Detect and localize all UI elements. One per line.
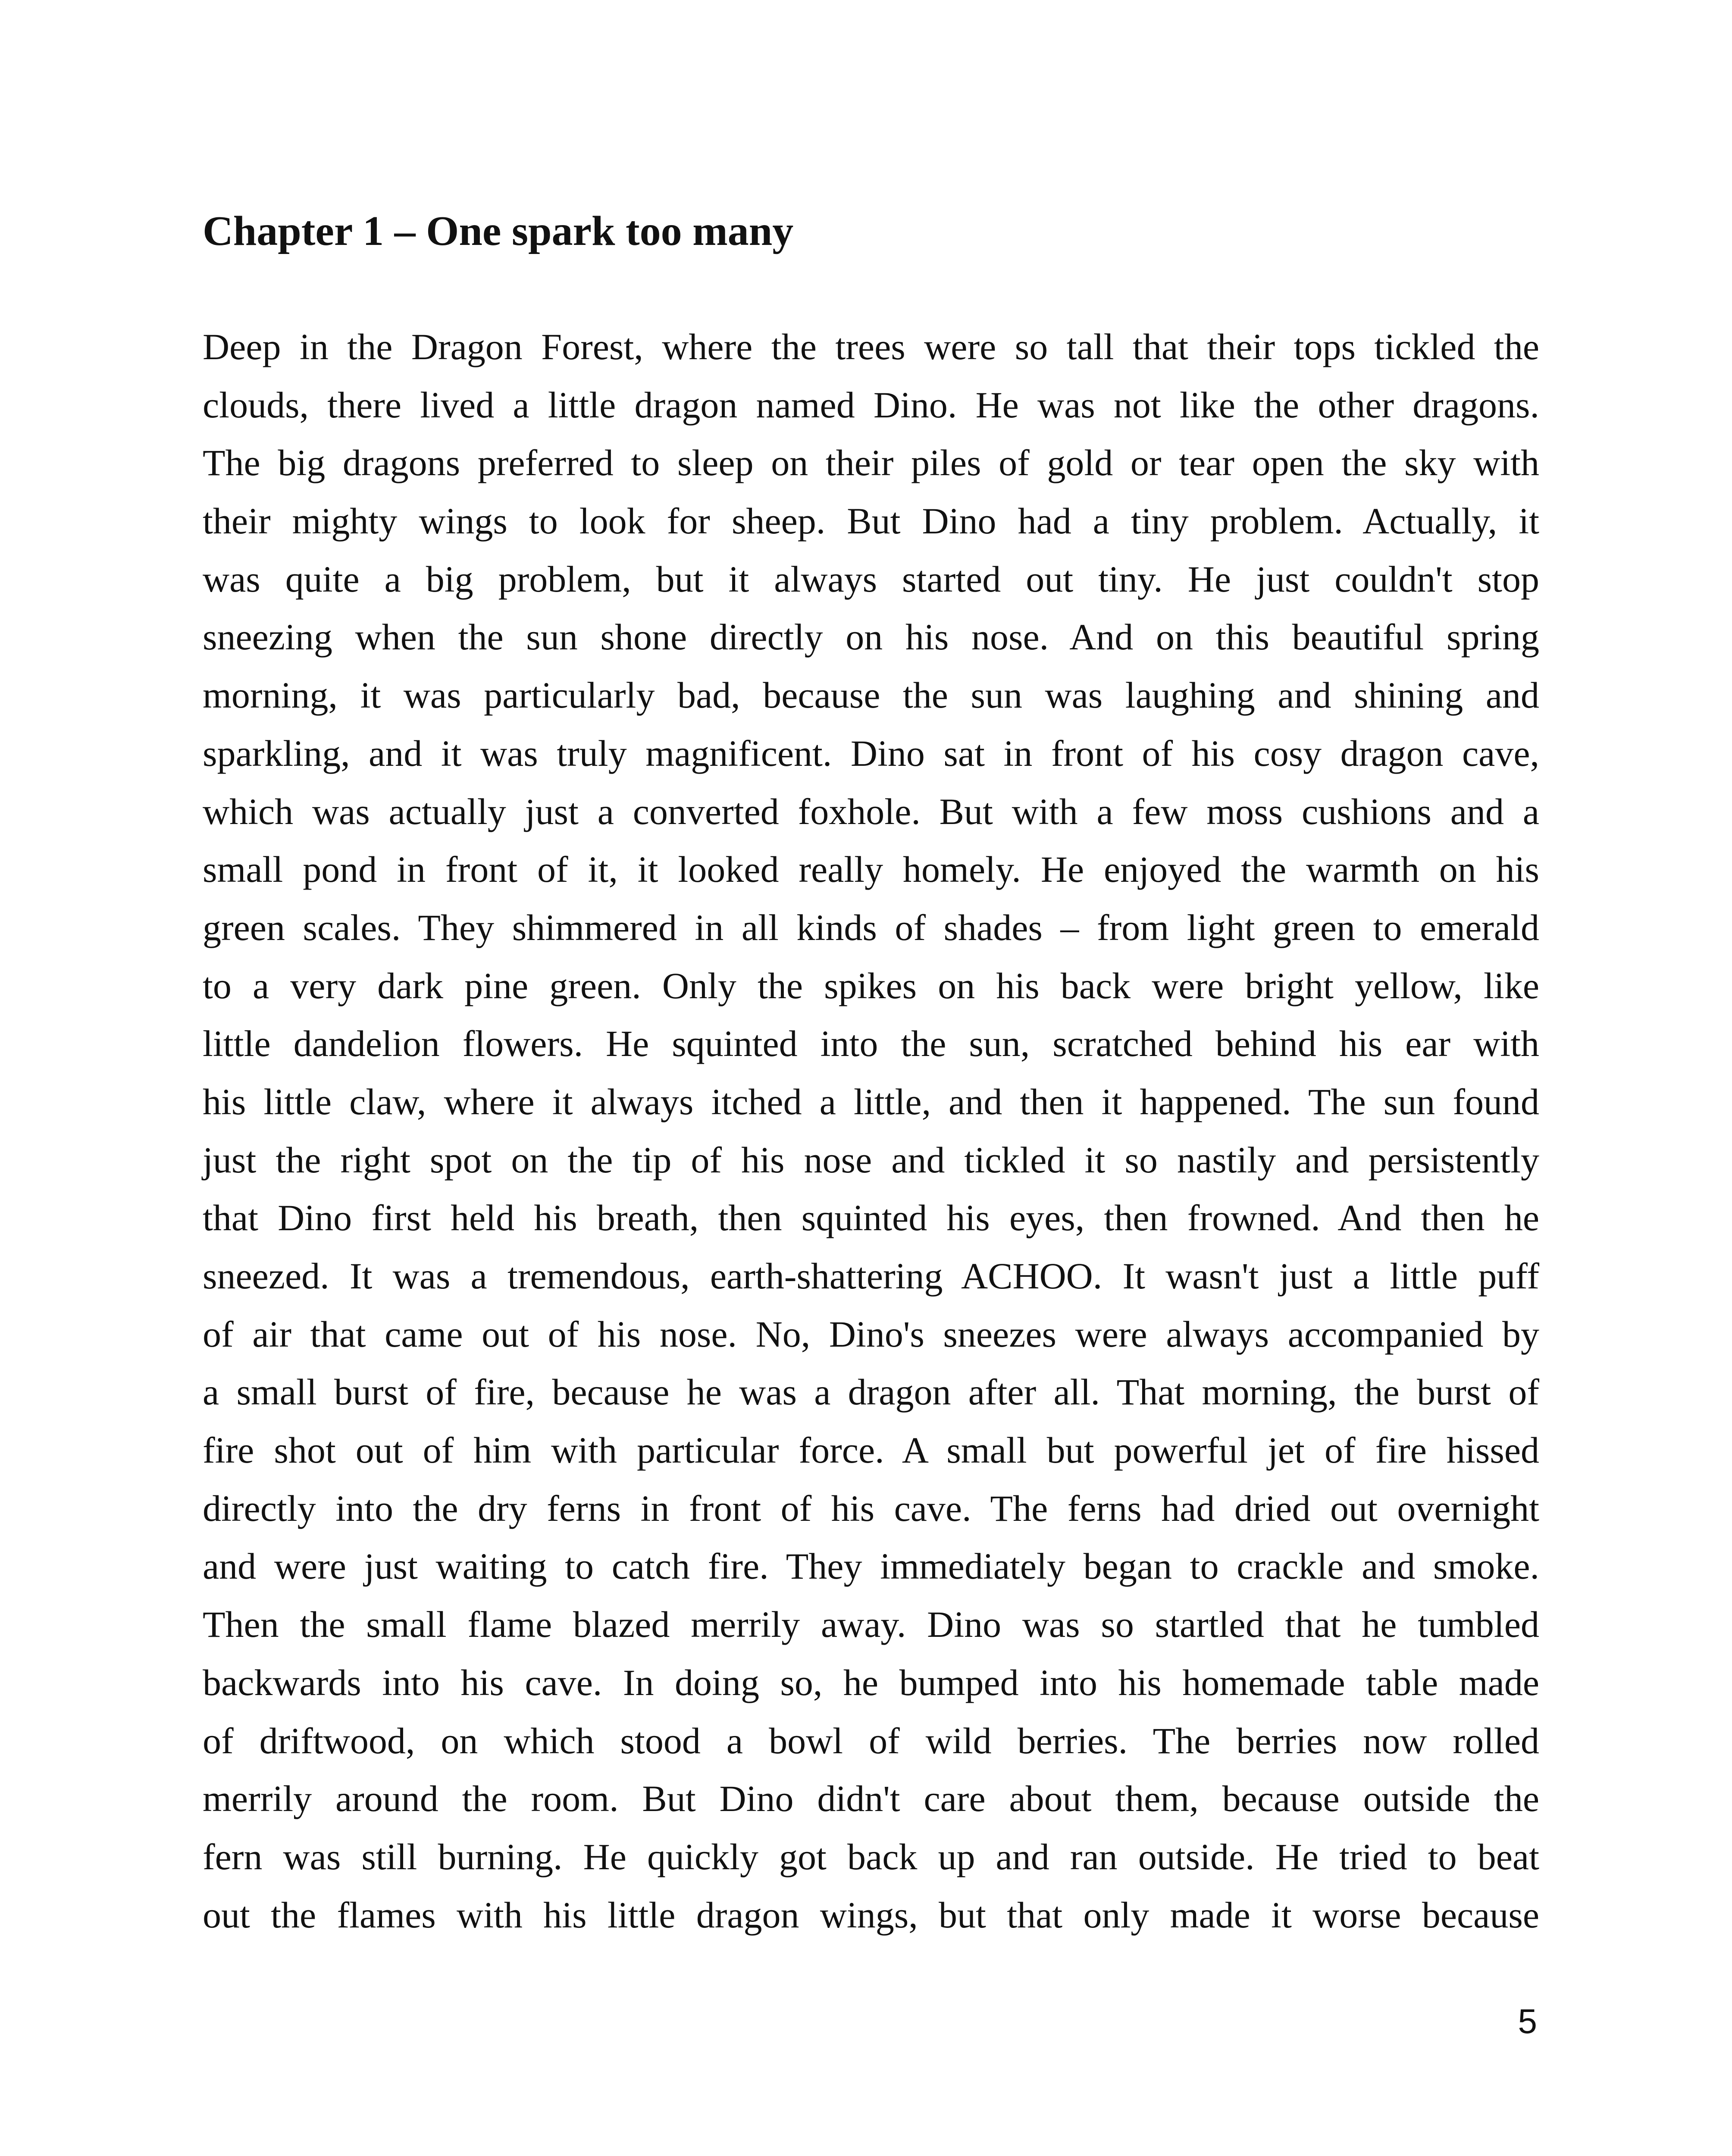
text-line: that Dino first held his breath, then squinted his eyes, then frowned. And then he	[203, 1197, 1539, 1239]
text-line: of air that came out of his nose. No, Dino's sneezes were always accompanied by	[203, 1313, 1539, 1355]
text-line: The big dragons preferred to sleep on their piles of gold or tear open the sky with	[203, 442, 1539, 484]
text-line: Then the small flame blazed merrily away. Dino was so startled that he tumbled	[203, 1604, 1539, 1645]
text-line: was quite a big problem, but it always started out tiny. He just couldn't stop	[203, 558, 1539, 600]
text-line: green scales. They shimmered in all kinds of shades – from light green to emerald	[203, 906, 1539, 948]
chapter-title: Chapter 1 – One spark too many	[203, 208, 794, 254]
text-line: which was actually just a converted foxhole. But with a few moss cushions and a	[203, 790, 1539, 832]
text-line: Deep in the Dragon Forest, where the trees were so tall that their tops tickled the	[203, 326, 1539, 367]
text-line: clouds, there lived a little dragon named Dino. He was not like the other dragons.	[203, 384, 1539, 426]
text-line: sneezing when the sun shone directly on his nose. And on this beautiful spring	[203, 616, 1539, 658]
page-number: 5	[1518, 2002, 1537, 2040]
text-line: of driftwood, on which stood a bowl of wild berries. The berries now rolled	[203, 1720, 1539, 1761]
text-line: fern was still burning. He quickly got back up and ran outside. He tried to beat	[203, 1836, 1539, 1877]
text-line: little dandelion flowers. He squinted into the sun, scratched behind his ear with	[203, 1023, 1539, 1065]
text-line: just the right spot on the tip of his nose and tickled it so nastily and persistently	[203, 1139, 1539, 1181]
text-line: and were just waiting to catch fire. They immediately began to crackle and smoke.	[203, 1545, 1539, 1587]
text-line: directly into the dry ferns in front of his cave. The ferns had dried out overnight	[203, 1487, 1539, 1529]
text-line: small pond in front of it, it looked really homely. He enjoyed the warmth on his	[203, 849, 1539, 890]
text-line: out the flames with his little dragon wings, but that only made it worse because	[203, 1894, 1539, 1936]
text-line: sneezed. It was a tremendous, earth-shattering ACHOO. It wasn't just a little puff	[203, 1255, 1539, 1297]
text-line: sparkling, and it was truly magnificent. Dino sat in front of his cosy dragon cave,	[203, 732, 1539, 774]
text-line: backwards into his cave. In doing so, he bumped into his homemade table made	[203, 1661, 1539, 1703]
text-line: to a very dark pine green. Only the spikes on his back were bright yellow, like	[203, 965, 1539, 1006]
text-line: merrily around the room. But Dino didn't care about them, because outside the	[203, 1778, 1539, 1820]
chapter-body-text	[203, 318, 1539, 1944]
text-line: their mighty wings to look for sheep. But Dino had a tiny problem. Actually, it	[203, 500, 1539, 542]
text-line: morning, it was particularly bad, because the sun was laughing and shining and	[203, 674, 1539, 716]
text-line: his little claw, where it always itched a little, and then it happened. The sun found	[203, 1081, 1539, 1122]
text-line: fire shot out of him with particular force. A small but powerful jet of fire hissed	[203, 1429, 1539, 1471]
text-line: a small burst of fire, because he was a dragon after all. That morning, the burst of	[203, 1371, 1539, 1413]
